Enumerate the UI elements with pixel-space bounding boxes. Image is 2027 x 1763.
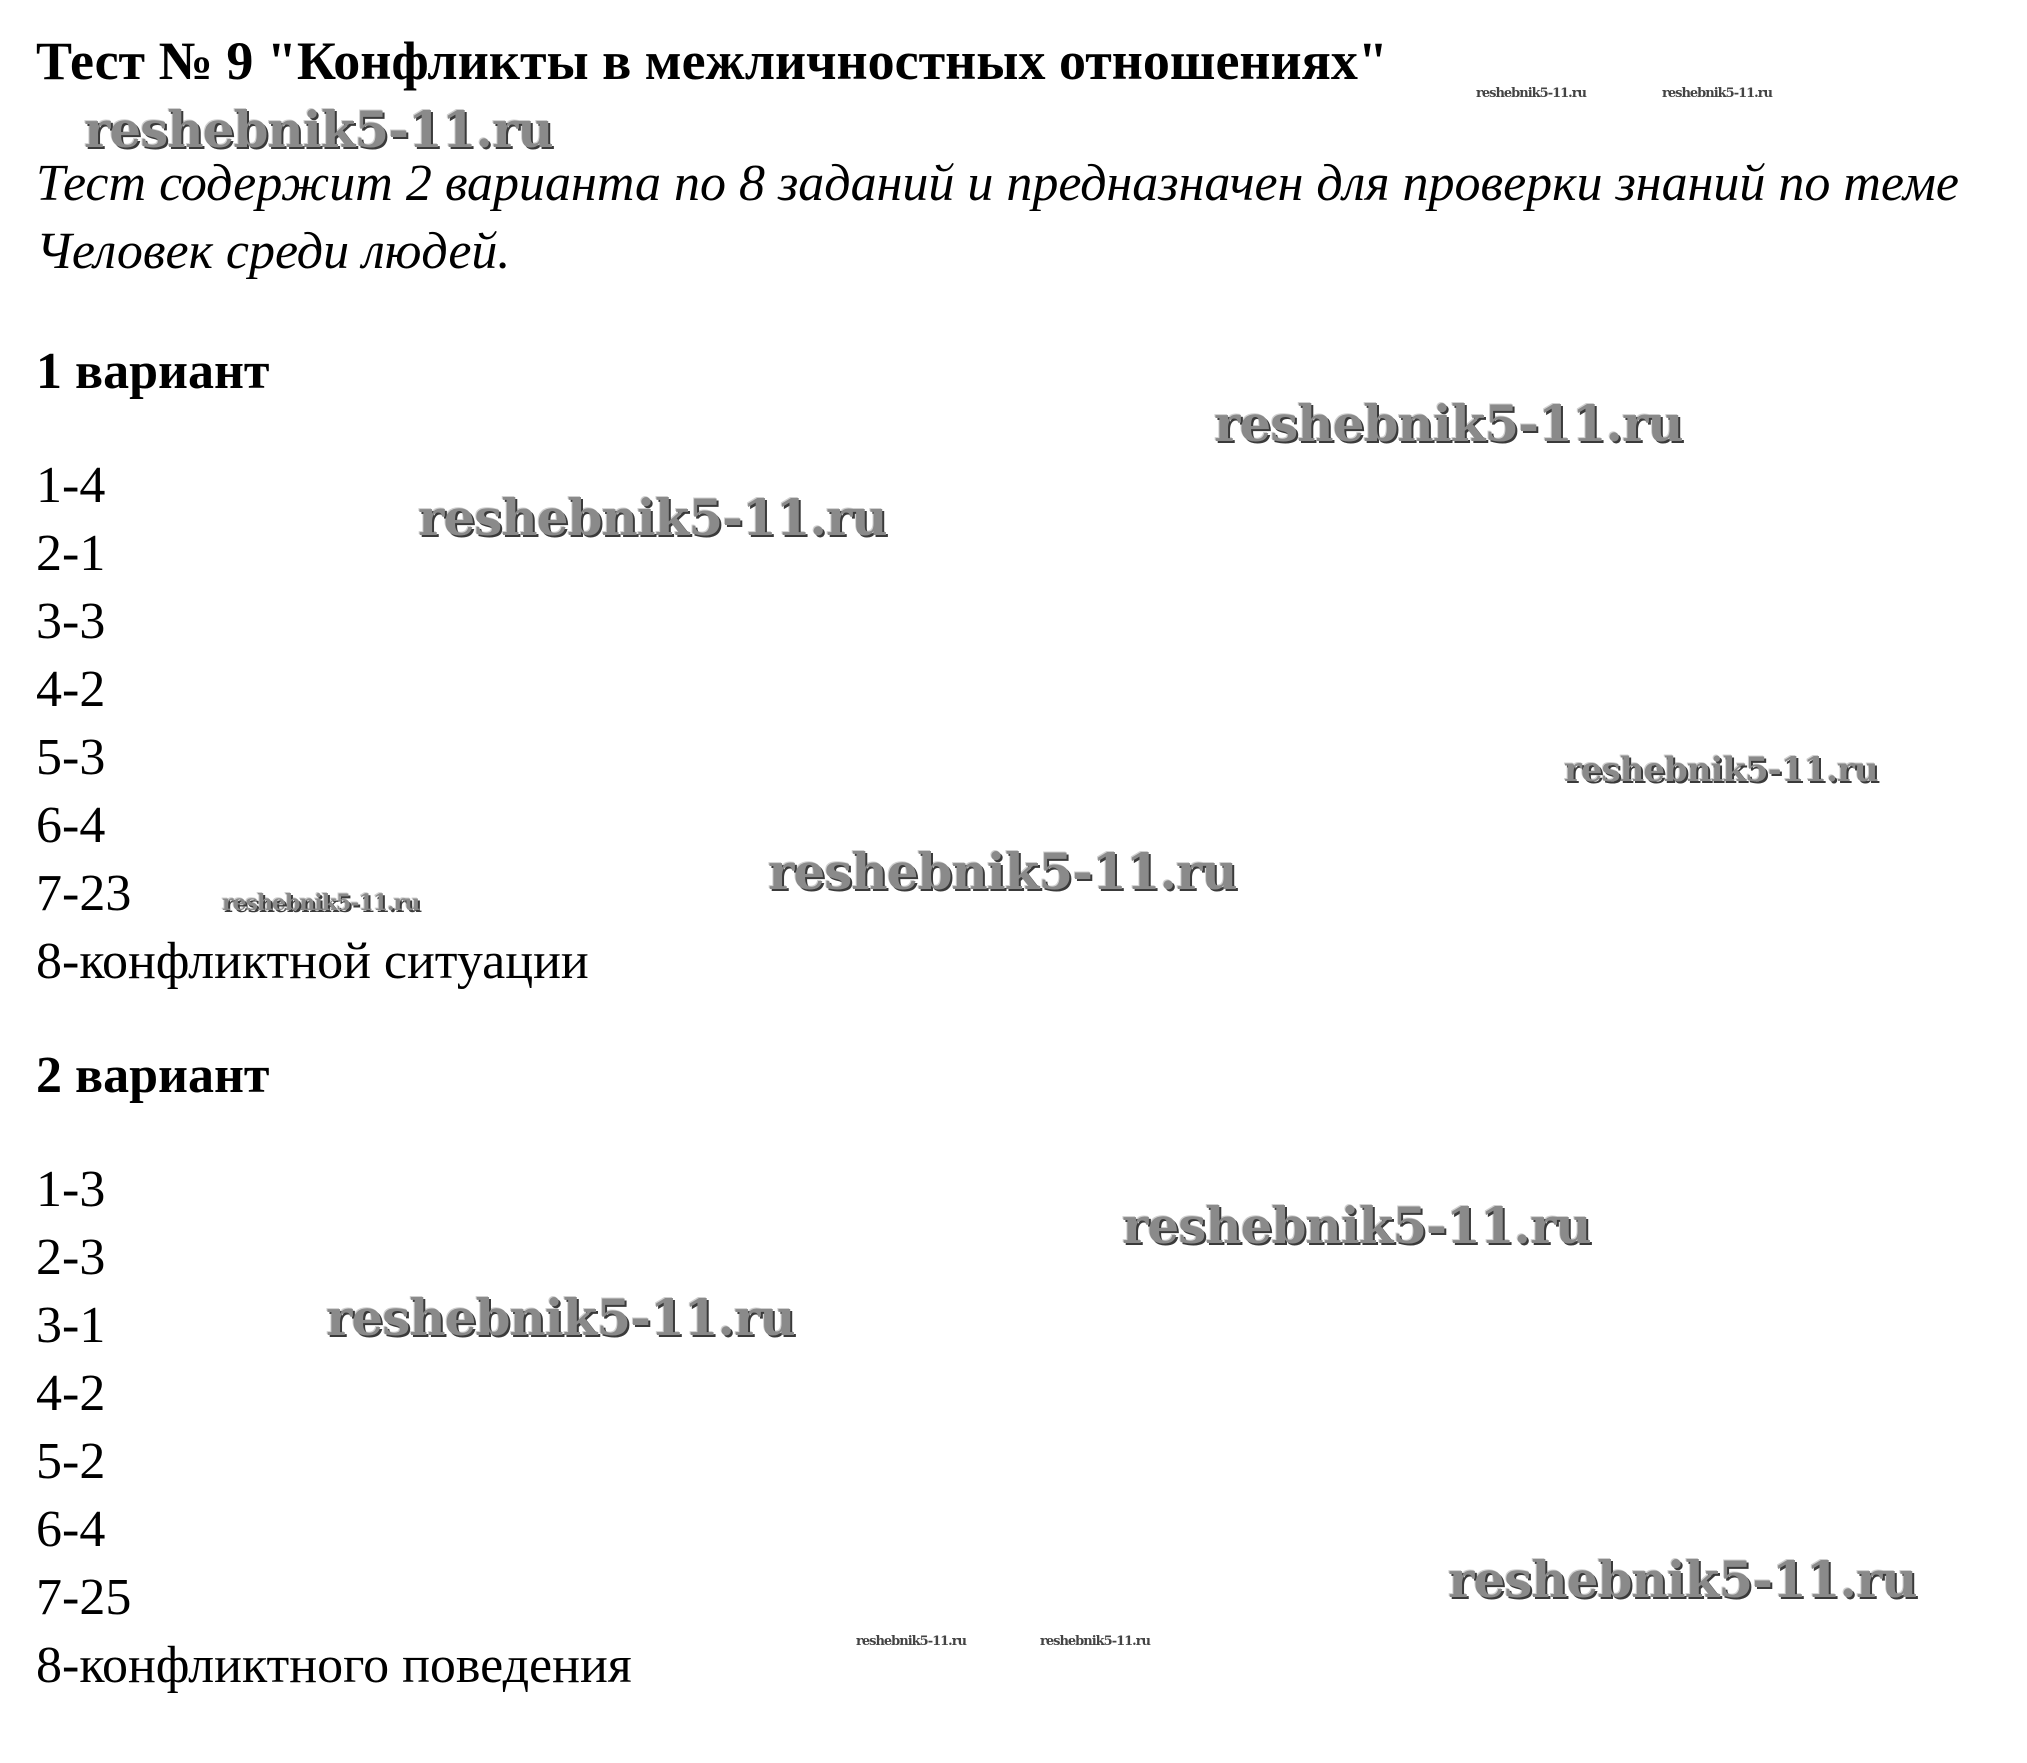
answer-item: 8-конфликтного поведения xyxy=(36,1637,632,1694)
watermark: reshebnik5-11.ru xyxy=(1040,1634,1151,1649)
answer-item: 5-3 xyxy=(36,729,106,786)
watermark: reshebnik5-11.ru xyxy=(222,890,420,916)
answer-item: 2-3 xyxy=(36,1229,106,1286)
watermark: reshebnik5-11.ru xyxy=(1214,394,1683,453)
answer-item: 1-3 xyxy=(36,1161,106,1218)
answer-item: 7-25 xyxy=(36,1569,132,1626)
answer-item: 7-23 xyxy=(36,865,132,922)
watermark: reshebnik5-11.ru xyxy=(1476,86,1587,101)
watermark-spacer xyxy=(36,92,1996,150)
watermark: reshebnik5-11.ru xyxy=(1122,1196,1591,1255)
variant-2-answers xyxy=(36,1156,1996,1700)
answer-item: 3-3 xyxy=(36,593,106,650)
document-title: Тест № 9 "Конфликты в межличностных отношениях" xyxy=(36,31,1388,91)
variant-1-heading: 1 вариант xyxy=(36,343,270,400)
variant-1-answers xyxy=(36,452,1996,996)
watermark: reshebnik5-11.ru xyxy=(1662,86,1773,101)
answer-item: 4-2 xyxy=(36,661,106,718)
watermark: reshebnik5-11.ru xyxy=(768,842,1237,901)
answer-item: 4-2 xyxy=(36,1365,106,1422)
document xyxy=(36,30,1996,1700)
watermark: reshebnik5-11.ru xyxy=(856,1634,967,1649)
answer-item: 1-4 xyxy=(36,457,106,514)
answer-item: 2-1 xyxy=(36,525,106,582)
watermark: reshebnik5-11.ru xyxy=(418,488,887,547)
document-intro: Тест содержит 2 варианта по 8 заданий и предназначен для проверки знаний по теме Человек среди людей. xyxy=(36,155,1959,280)
watermark: reshebnik5-11.ru xyxy=(1448,1550,1917,1609)
watermark: reshebnik5-11.ru xyxy=(1564,750,1878,790)
answer-item: 6-4 xyxy=(36,797,106,854)
variant-2-heading: 2 вариант xyxy=(36,1047,270,1104)
watermark: reshebnik5-11.ru xyxy=(326,1288,795,1347)
watermark: reshebnik5-11.ru xyxy=(84,100,553,159)
answer-item: 8-конфликтной ситуации xyxy=(36,933,589,990)
answer-item: 3-1 xyxy=(36,1297,106,1354)
answer-item: 5-2 xyxy=(36,1433,106,1490)
answer-item: 6-4 xyxy=(36,1501,106,1558)
